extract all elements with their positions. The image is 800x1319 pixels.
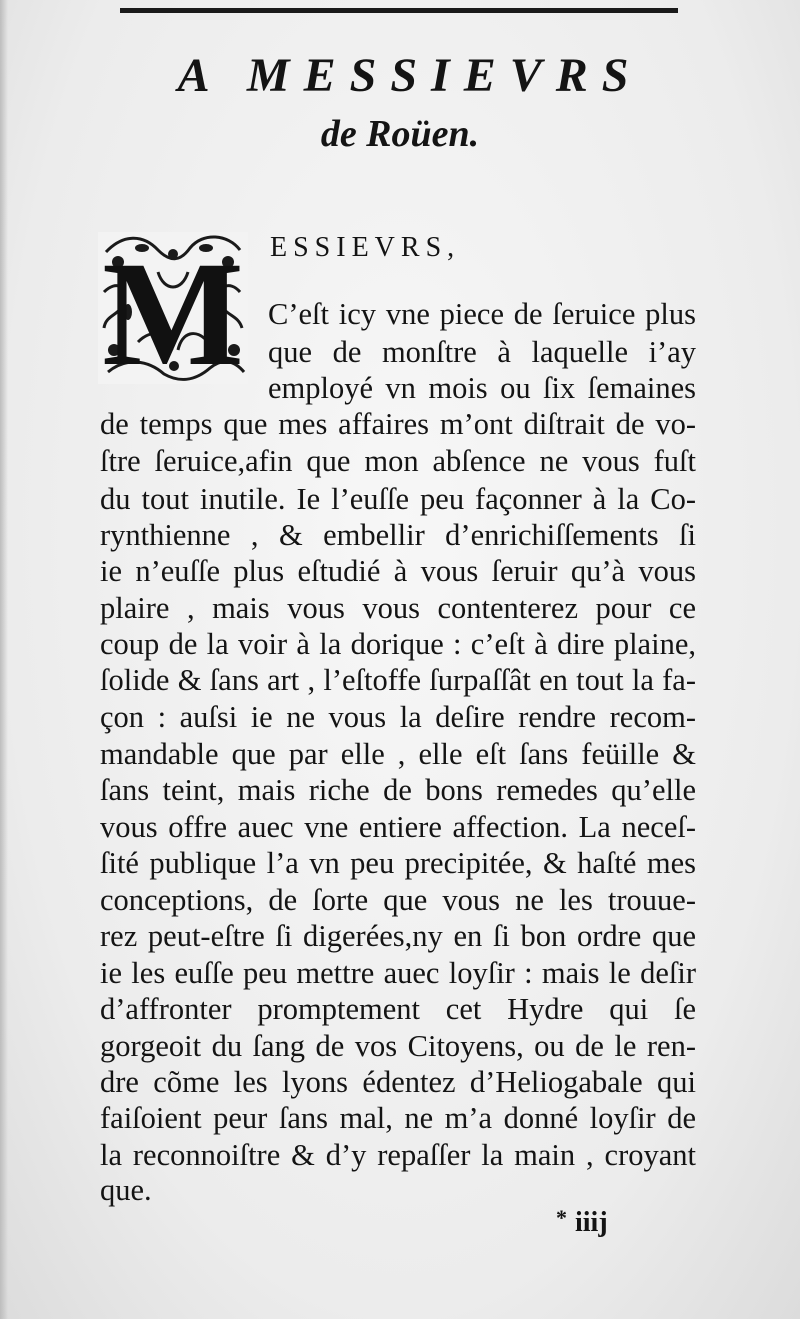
text-line: ſolide & ſans art , l’eſtoffe ſurpaſſât en tout la fa-	[100, 663, 696, 697]
text-line: ie les euſſe peu mettre auec loyſir : mais le deſir	[100, 956, 696, 990]
text-line: faiſoient peur ſans mal, ne m’a donné loyſir de	[100, 1101, 696, 1135]
heading-title: A MESSIEVRS	[177, 49, 643, 102]
text-line: la reconnoiſtre & d’y repaſſer la main , croyant	[100, 1138, 696, 1172]
text-line: ie n’euſſe plus eſtudié à vous ſeruir qu’à vous	[100, 554, 696, 588]
text-line: gorgeoit du ſang de vos Citoyens, ou de le ren-	[100, 1029, 696, 1063]
ornamented-drop-cap	[98, 232, 248, 384]
text-line: mandable que par elle , elle eſt ſans feüille &	[100, 737, 696, 771]
text-line: çon : auſsi ie ne vous la deſire rendre recom-	[100, 700, 696, 734]
text-line: de temps que mes affaires m’ont diſtrait de vo-	[100, 407, 696, 441]
text-line: dre cõme les lyons édentez d’Heliogabale qui	[100, 1065, 696, 1099]
top-rule	[120, 8, 678, 13]
text-line: C’eſt icy vne piece de ſeruice plus	[268, 297, 696, 331]
text-line: coup de la voir à la dorique : c’eſt à dire plaine,	[100, 627, 696, 661]
text-line: rynthienne , & embellir d’enrichiſſements ſi	[100, 518, 696, 552]
drop-cap-letter: M	[102, 232, 244, 384]
text-line: ſité publique l’a vn peu precipitée, & haſté mes	[100, 846, 696, 880]
text-line: conceptions, de ſorte que vous ne les trouue-	[100, 883, 696, 917]
text-line: plaire , mais vous vous contenterez pour ce	[100, 591, 696, 625]
salutation: ESSIEVRS,	[270, 232, 461, 263]
text-line: ſtre ſeruice,afin que mon abſence ne vous fuſt	[100, 444, 696, 478]
text-line: vous offre auec vne entiere affection. La neceſ-	[100, 810, 696, 844]
heading-subtitle: de Roüen.	[320, 113, 480, 155]
text-line: rez peut-eſtre ſi digerées,ny en ſi bon ordre que	[100, 919, 696, 953]
signature-label: iiij	[575, 1207, 608, 1238]
text-line: ſans teint, mais riche de bons remedes qu’elle	[100, 773, 696, 807]
text-line: d’affronter promptement cet Hydre qui ſe	[100, 992, 696, 1026]
text-line: employé vn mois ou ſix ſemaines	[268, 371, 696, 405]
page-edge-shadow	[0, 0, 8, 1319]
signature-star-icon: *	[556, 1205, 567, 1230]
text-line-catchword: que.	[100, 1173, 152, 1207]
text-line: du tout inutile. Ie l’euſſe peu façonner à la Co-	[100, 482, 696, 516]
signature-mark	[556, 1205, 608, 1239]
text-line: que de monſtre à laquelle i’ay	[268, 335, 696, 369]
